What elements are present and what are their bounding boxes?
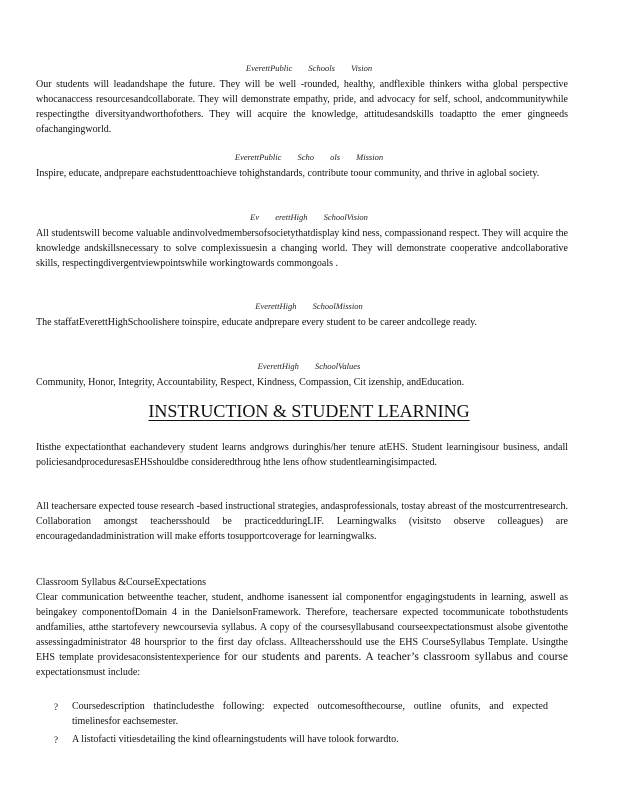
bullet-marker: ? <box>54 735 58 745</box>
school-vision-body: All studentswill become valuable andinvolvedmembersofsocietythatdisplay kind ness, compassionand respect. They will acquire the knowledge andskillsnecessary to solve complexissuesin a changing world. They will demonstrate cooperative andcollaborative skills, respectingdivergentviewpointswhile workingtowards commongoals . <box>36 228 568 269</box>
school-mission-body: The staffatEverettHighSchoolishere toinspire, educate andprepare every student to be career andcollege ready. <box>36 317 477 328</box>
district-mission-title: EverettPublic Scho ols Mission <box>234 152 384 162</box>
syllabus-paragraph <box>36 590 568 680</box>
research-strategies-paragraph: All teachersare expected touse research -based instructional strategies, andasprofessionals, tostay abreast of the mostcurrentresearch. Collaboration amongst teachersshould be practicedduringLIF. Learningwalks (visitsto observe colleagues) are encouragedandadministration will make efforts tosupportcoverage for learningwalks. <box>36 501 568 542</box>
bullet-marker: ? <box>54 702 58 712</box>
district-mission-body: Inspire, educate, andprepare eachstudenttoachieve tohighstandards, contribute toour community, and thrive in aglobal society. <box>36 168 540 179</box>
section-heading-text: INSTRUCTION & STUDENT LEARNING <box>148 401 470 421</box>
bullet-item-course-description: Coursedescription thatincludesthe following: expected outcomesofthecourse, outline ofunits, and expected timelinesfor eachsemester. <box>72 701 548 727</box>
bullet-item-activities: A listofacti vitiesdetailing the kind oflearningstudents will have tolook forwardto. <box>72 734 399 745</box>
syllabus-subheading: Classroom Syllabus &CourseExpectations <box>36 577 206 588</box>
school-values-body: Community, Honor, Integrity, Accountability, Respect, Kindness, Compassion, Cit izenship, andEducation. <box>36 377 465 388</box>
district-vision-body: Our students will leadandshape the future. They will be well -rounded, healthy, andflexible thinkers witha global perspective whocanaccess resourcesandcollaborate. They will demonstrate empathy, pride, and advocacy for self, school, andcommunitywhile respectingthe diversityandworthofothers. They will acquire the knowledge, attitudesandskills toadaptto the emer gingneeds ofachangingworld. <box>36 79 568 135</box>
school-mission-title: EverettHigh SchoolMission <box>255 301 363 311</box>
syllabus-paragraph-large: for our students and parents. A teacher’s classroom syllabus and course <box>224 651 568 663</box>
district-vision-title: EverettPublic Schools Vision <box>245 63 373 73</box>
syllabus-paragraph-main: Clear communication betweenthe teacher, student, andhome isanessent ial componentfor engagingstudents in learning, aswell as beingakey componentofDomain 4 in the DanielsonFramework. Therefore, teachersare expected tocommunicate tobothstudents andfamilies, atthe startofevery newcoursevia syllabus. A copy of the coursesyllabusand courseexpectationsmust alsobe giventothe assessingadministrator 48 hoursprior to the first day ofclass. Allteachersshould use the EHS CourseSyllabus Template. Usingthe EHS template providesaconsistentexperience <box>36 592 568 663</box>
school-values-title: EverettHigh SchoolValues <box>257 361 361 371</box>
syllabus-paragraph-end: expectationsmust include: <box>36 667 141 678</box>
learning-expectation-paragraph: Itisthe expectationthat eachandevery student learns andgrows duringhis/her tenure atEHS. Student learningisour business, andall policiesandproceduresasEHSshouldbe consideredthroug hthe lens ofhow studentlearningisimpacted. <box>36 442 568 468</box>
section-heading <box>36 401 582 422</box>
school-vision-title: Ev erettHigh SchoolVision <box>250 212 368 222</box>
